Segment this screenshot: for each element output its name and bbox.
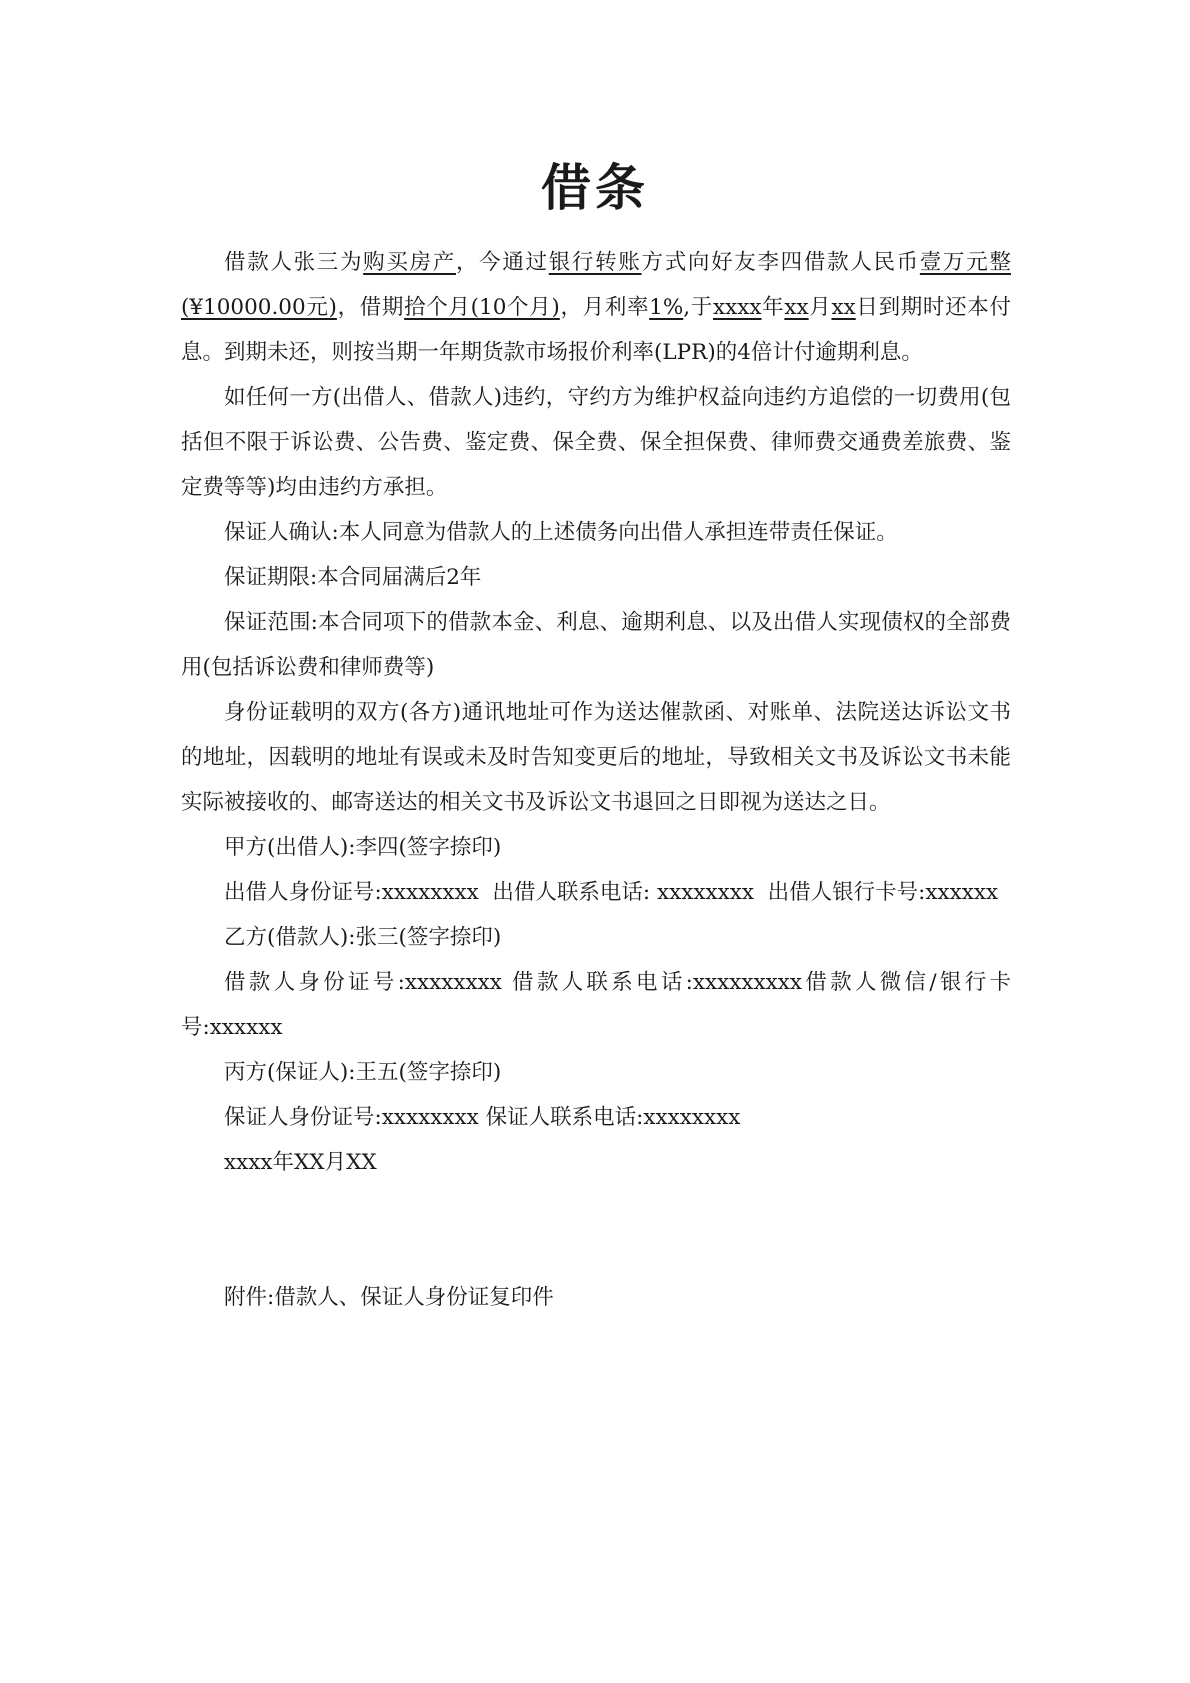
text-segment: ,于 <box>683 295 713 320</box>
spacer <box>181 1185 1011 1275</box>
attachment-note: 附件:借款人、保证人身份证复印件 <box>224 1285 554 1310</box>
document-title: 借条 <box>541 159 649 217</box>
text-segment: 年 <box>761 295 785 320</box>
loan-amount: 壹万元整(¥10000.00元) <box>181 250 1011 320</box>
due-day: xx <box>831 295 856 320</box>
text-segment: ，借期 <box>336 295 405 320</box>
document-body <box>181 240 1011 1320</box>
party-a-details: 出借人身份证号:xxxxxxxx 出借人联系电话: xxxxxxxx 出借人银行卡号:xxxxxx <box>224 880 999 905</box>
party-a-line: 甲方(出借人):李四(签字捺印) <box>224 835 502 860</box>
due-year: xxxx <box>712 295 762 320</box>
payment-method: 银行转账 <box>548 250 642 275</box>
interest-rate: 1% <box>649 295 684 320</box>
party-c-details: 保证人身份证号:xxxxxxxx 保证人联系电话:xxxxxxxx <box>224 1105 741 1130</box>
text-segment: 日到期时还本付息。到期未还，则按当期一年期货款市场报价利率(LPR)的4倍计付逾期利息。 <box>181 295 1011 365</box>
breach-paragraph: 如任何一方(出借人、借款人)违约，守约方为维护权益向违约方追偿的一切费用(包括但不限于诉讼费、公告费、鉴定费、保全费、保全担保费、律师费交通费差旅费、鉴定费等等)均由违约方承担。 <box>181 385 1011 500</box>
text-segment: 月 <box>808 295 832 320</box>
due-month: xx <box>784 295 809 320</box>
guarantor-confirmation: 保证人确认:本人同意为借款人的上述债务向出借人承担连带责任保证。 <box>224 520 898 545</box>
loan-terms-paragraph <box>181 240 1011 375</box>
party-c-line: 丙方(保证人):王五(签字捺印) <box>224 1060 502 1085</box>
service-address-clause: 身份证载明的双方(各方)通讯地址可作为送达催款函、对账单、法院送达诉讼文书的地址，因载明的地址有误或未及时告知变更后的地址，导致相关文书及诉讼文书未能实际被接收的、邮寄送达的相关文书及诉讼文书退回之日即视为送达之日。 <box>181 700 1011 815</box>
text-segment: 借款人张三为 <box>224 250 364 275</box>
party-b-details: 借款人身份证号:xxxxxxxx 借款人联系电话:xxxxxxxxx借款人微信/银行卡号:xxxxxx <box>181 970 1011 1040</box>
text-segment: ，月利率 <box>559 295 650 320</box>
text-segment: ，今通过 <box>455 250 549 275</box>
text-segment: 方式向好友李四借款人民币 <box>641 250 920 275</box>
guarantee-period: 保证期限:本合同届满后2年 <box>224 565 482 590</box>
party-b-line: 乙方(借款人):张三(签字捺印) <box>224 925 502 950</box>
loan-period: 拾个月(10个月) <box>404 295 560 320</box>
signing-date: xxxx年XX月XX <box>224 1150 377 1175</box>
guarantee-scope: 保证范围:本合同项下的借款本金、利息、逾期利息、以及出借人实现债权的全部费用(包括诉讼费和律师费等) <box>181 610 1011 680</box>
loan-purpose: 购买房产 <box>363 250 456 275</box>
